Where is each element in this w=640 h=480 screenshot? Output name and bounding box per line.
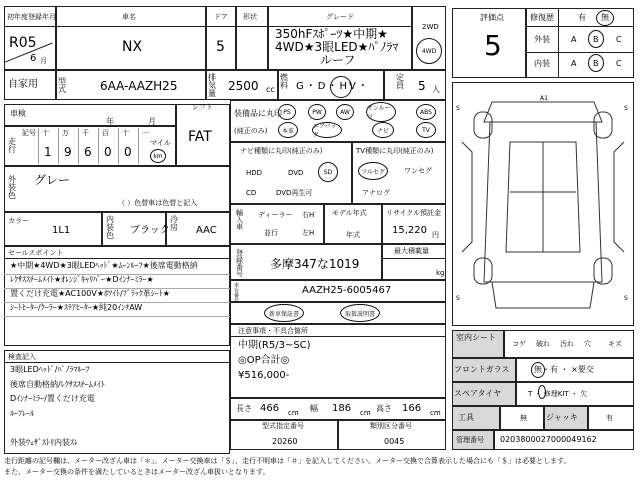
exterior-grade-b: B [593, 35, 599, 44]
mgmt-label: 管理番号 [456, 436, 484, 444]
tv-fullseg-circle [358, 162, 388, 180]
manual: 取扱説明書 [344, 310, 375, 318]
equipment-item: AW [340, 108, 350, 116]
tv-fullseg: フルセグ [361, 168, 385, 176]
exterior-color-label: 外装色 [8, 175, 16, 200]
mileage-digit-divider [118, 128, 119, 164]
score-value: 5 [484, 29, 502, 62]
mileage-unit-label: 千 [82, 129, 89, 137]
max-load-unit: kg [436, 269, 445, 277]
door-label: ドア [214, 13, 228, 21]
tv-oneseg: ワンセグ [404, 167, 432, 175]
color-code-label: カラー [8, 217, 29, 225]
import-box [230, 204, 324, 244]
new-warranty-circle [264, 304, 304, 322]
sales-point-line: 置くだけ充電★AC100V★ﾎﾜｲﾄ/ﾌﾞﾗｯｸ革ｼｰﾄ★ [10, 289, 170, 298]
door-count: 5 [216, 39, 225, 55]
displacement-label: 排気量 [208, 73, 216, 98]
jack-value: 有 [606, 414, 613, 422]
sales-point-line: ｼｰﾄﾋｰﾀｰ/ｸｰﾗｰ★ｽﾃｱﾋｰﾀｰ★純20ｲﾝﾁAW [10, 303, 143, 312]
equipment-item: ナビ [376, 127, 389, 135]
inspection-year-unit: 年 [106, 117, 114, 126]
seat-option: 破れ [536, 340, 550, 348]
length-unit: cm [288, 409, 299, 417]
shift-value: FAT [188, 129, 212, 145]
mileage-digit-divider [58, 128, 59, 164]
seat-label: 室内シート [456, 333, 496, 342]
mileage-digit-divider [138, 128, 139, 164]
month-unit: 月 [40, 57, 47, 65]
recycle-unit: 円 [432, 231, 439, 239]
equipment-item: 本革 [281, 127, 294, 135]
fuel-options: G・D・HV・ [296, 81, 370, 92]
mileage-unit-label: 記号 [22, 129, 36, 137]
shift-label: シフト [192, 103, 213, 111]
repair-no: 無 [601, 13, 609, 22]
windshield-selected-circle [531, 362, 545, 378]
documents-box [230, 302, 446, 324]
equipment-item-circle [312, 122, 342, 138]
grade-line-2: 4WD★3眼LED★ﾊﾟﾉﾗﾏ [275, 40, 399, 54]
seat-option: 穴 [584, 340, 591, 348]
nav-sd: SD [323, 168, 333, 176]
equipment-label: 装備品に丸印 [234, 109, 282, 118]
car-side-left [462, 142, 472, 252]
exterior-grade-label: 外装 [534, 35, 550, 44]
mgmt-value: 0203800027000049162 [500, 435, 597, 444]
nav-dvd-playback: DVD再生可 [276, 189, 313, 197]
car-side-right [614, 142, 624, 252]
mileage-digit: 0 [124, 145, 132, 159]
diagram-label-a1: A1 [540, 95, 548, 102]
tools-value: 無 [520, 414, 527, 422]
notice-line-3: ¥516,000- [238, 370, 290, 381]
max-load-label: 最大積載量 [394, 247, 429, 255]
equipment-item-circle [372, 122, 394, 138]
manual-circle [340, 304, 380, 322]
ac-value: AAC [196, 225, 217, 236]
plate-value: 多摩347な1019 [270, 257, 360, 271]
car-name: NX [122, 39, 143, 55]
equipment-item: ABS [420, 108, 432, 116]
spare-tire-selected-circle [538, 385, 546, 399]
capacity-value: 5 [418, 79, 426, 93]
inspector-note-line: Dｲﾝﾅｰﾐﾗｰ/置くだけ充電 [10, 394, 95, 403]
diagram-label-s-1: S [456, 105, 460, 112]
tools-label: 工具 [458, 413, 474, 422]
nav-cd: CD [246, 189, 257, 197]
sales-points-label: セールスポイント [8, 249, 64, 257]
exterior-grade-a: A [571, 35, 577, 44]
interior-grade-label: 内装 [534, 59, 550, 68]
score-label: 評価点 [480, 13, 504, 22]
model-year-unit: 年式 [346, 231, 360, 239]
mileage-mile-unit: マイル [150, 139, 171, 147]
equipment-label-sub: (純正のみ) [234, 127, 268, 135]
diagram-label-s-3: S [456, 295, 460, 302]
inspection-month-unit: 月 [148, 117, 156, 126]
mileage-unit-label: 万 [62, 129, 69, 137]
new-warranty: 新車保証書 [268, 310, 299, 318]
exterior-color-value: グレー [34, 173, 71, 187]
car-outline-diagram [452, 82, 634, 326]
mileage-digit: 0 [104, 145, 112, 159]
inspector-note-line: 3眼LEDﾍｯﾄﾞ/ﾊﾟﾉﾗﾏﾙｰﾌ [10, 365, 90, 374]
width-label: 幅 [310, 404, 318, 413]
fuel-label: 燃料 [280, 73, 288, 90]
grade-line-3: ルーフ [320, 53, 356, 67]
mileage-unit-label: 十 [42, 129, 49, 137]
mileage-digit: 6 [84, 145, 92, 159]
import-left-hand: 左H [302, 229, 315, 237]
equipment-item-circle [416, 122, 436, 138]
first-registration-era: R05 [9, 35, 37, 51]
inspector-note-line: 後席自動格納/ﾚｸｻｽｽﾁｰﾑﾒｲﾄ [10, 379, 105, 389]
model-year-label: モデル年式 [332, 209, 367, 217]
mileage-km-unit: km [153, 152, 163, 160]
nav-dvd: DVD [288, 169, 304, 177]
model-number-value: 20260 [272, 437, 298, 446]
equipment-item-circle [366, 102, 396, 122]
car-name-label: 車名 [122, 13, 136, 21]
mileage-label: 走行 [8, 137, 16, 154]
color-code-value: 1L1 [52, 225, 71, 236]
equipment-item-circle [278, 104, 296, 120]
sales-point-line: ﾚｸｻｽｽﾁｰﾑﾒｲﾄ★ｵﾚﾝｼﾞｷｬﾘﾊﾟｰ★Dｲﾝﾅｰﾐﾗｰ★ [10, 275, 154, 284]
height-unit: cm [430, 409, 441, 417]
recycle-value: 15,220 [392, 225, 427, 236]
first-registration-month: 6 [30, 53, 37, 64]
equipment-item-circle [278, 122, 298, 138]
import-dealer: ディーラー [258, 211, 293, 219]
height-value: 166 [402, 403, 422, 414]
spare-tire-options: T ・ 修理KIT ・ 欠 [528, 390, 588, 398]
model-number-label: 型式指定番号 [262, 422, 304, 430]
chassis-number: AAZH25-6005467 [302, 285, 392, 296]
equipment-item: エアバック [313, 123, 337, 139]
exterior-grade-c: C [616, 35, 622, 44]
seat-option: キズ [608, 340, 622, 348]
model-label: 型式 [58, 77, 66, 94]
mileage-unit-label: 百 [102, 129, 109, 137]
mileage-digit-divider [38, 128, 39, 164]
drive-2wd: 2WD [422, 23, 439, 31]
mileage-digit-divider [78, 128, 79, 164]
equipment-item: PS [283, 108, 291, 116]
jack-label: ジャッキ [546, 413, 578, 422]
height-label: 高さ [376, 404, 392, 413]
import-parallel: 並行 [264, 229, 278, 237]
equipment-item: サンルーフ [367, 105, 391, 121]
capacity-label: 定員 [396, 73, 404, 90]
use-type: 自家用 [8, 79, 38, 90]
seat-option: 汚れ [560, 340, 574, 348]
import-label: 輸入車 [236, 209, 243, 231]
sales-point-line: ★中期★4WD★3眼LEDﾍｯﾄﾞ★ﾑｰﾝﾙｰﾌ★後席電動格納 [10, 261, 198, 270]
inspector-note-line: ﾙｰﾌﾚｰﾙ [10, 408, 34, 418]
car-top-view-front [484, 102, 602, 122]
windshield-label: フロントガラス [454, 365, 510, 374]
ac-label: 冷房 [170, 215, 178, 232]
sales-point-rule [4, 316, 230, 317]
nav-type-title: ナビ種類に丸印(純正のみ) [240, 147, 323, 155]
mileage-unit-label: 十 [122, 129, 129, 137]
model-code: 6AA-AAZH25 [100, 79, 178, 93]
equipment-item: PW [312, 108, 322, 116]
class-number-label: 類別区分番号 [370, 422, 412, 430]
interior-color-value: ブラック [130, 225, 170, 236]
footer-line-1: 走行距離の記号欄は、メーター改ざん車は「＊」、メーター交換車は「＄」、走行不明車は「＃」を記入してください。メーター交換で合算表示した場合にも「＄」は必要とします。 [4, 457, 571, 465]
first-registration-label: 初年度登録年月 [7, 13, 56, 21]
seat-option: コゲ [512, 340, 526, 348]
repair-history-label: 修復歴 [530, 13, 554, 22]
grade-line-1: 350hFｽﾎﾟｰﾂ★中期★ [275, 27, 388, 41]
drive-4wd: 4WD [421, 47, 437, 55]
shape-label: 形状 [243, 13, 257, 21]
footer-line-2: また、メーター交換の条件を満たしているときはメーター改ざん車扱いとなります。 [4, 468, 270, 476]
car-rear [492, 282, 594, 308]
equipment-item: TV [422, 126, 430, 134]
equipment-item-circle [416, 104, 436, 120]
length-value: 466 [260, 403, 280, 414]
equipment-item-circle [308, 104, 326, 120]
import-right-hand: 右H [302, 211, 315, 219]
mileage-digit: 9 [64, 145, 72, 159]
equipment-item-circle [336, 104, 354, 120]
nav-sd-circle [318, 162, 338, 182]
plate-label: 登録番号 [236, 249, 243, 278]
windshield-options: 無・有 ・ ×要交 [534, 365, 594, 374]
repair-yes: 有 [578, 13, 586, 22]
capacity-unit: 人 [432, 85, 440, 94]
notice-label: 注意事項・不具合箇所 [238, 327, 308, 335]
interior-grade-a: A [571, 59, 577, 68]
length-label: 長さ [236, 404, 252, 413]
wheel-rear-left [474, 258, 492, 284]
tv-analog: アナログ [362, 189, 390, 197]
width-value: 186 [332, 403, 352, 414]
inspector-note-line: 外装ｳｪｻﾞｽﾄﾘ内装ｽﾚ [10, 437, 78, 447]
fuel-selected-circle [330, 76, 352, 98]
exterior-color-note: （ ）色替車は色替と記入 [118, 199, 198, 207]
diagram-label-s-2: S [624, 105, 628, 112]
displacement-unit: cc [266, 85, 275, 94]
mileage-km-circle [150, 149, 166, 163]
interior-grade-c: C [616, 59, 622, 68]
interior-color-label: 内装色 [106, 215, 114, 240]
mileage-digit: 1 [44, 145, 52, 159]
recycle-label: リサイクル預託金 [386, 209, 442, 217]
width-unit: cm [360, 409, 371, 417]
nav-hdd: HDD [246, 169, 263, 177]
chassis-label: 車台番号 [234, 283, 240, 304]
class-number-value: 0045 [384, 437, 405, 446]
spare-tire-label: スペアタイヤ [454, 389, 502, 398]
notice-line-1: 中期(R5/3~SC) [238, 340, 311, 351]
interior-grade-b: B [593, 59, 599, 68]
drive-4wd-circle [416, 38, 442, 64]
tv-type-title: TV種類に丸印(純正のみ) [356, 147, 434, 155]
mileage-digit-divider [98, 128, 99, 164]
diagram-label-s-4: S [624, 295, 628, 302]
grade-label: グレード [326, 13, 354, 21]
wheel-rear-right [594, 258, 612, 284]
notice-line-2: ◎OP合計◎ [238, 355, 290, 366]
mileage-unit-label: 一 [142, 129, 149, 137]
inspection-label: 車検 [10, 109, 26, 118]
displacement-value: 2500 [228, 79, 259, 93]
inspector-notes-label: 検査記入 [8, 353, 36, 361]
